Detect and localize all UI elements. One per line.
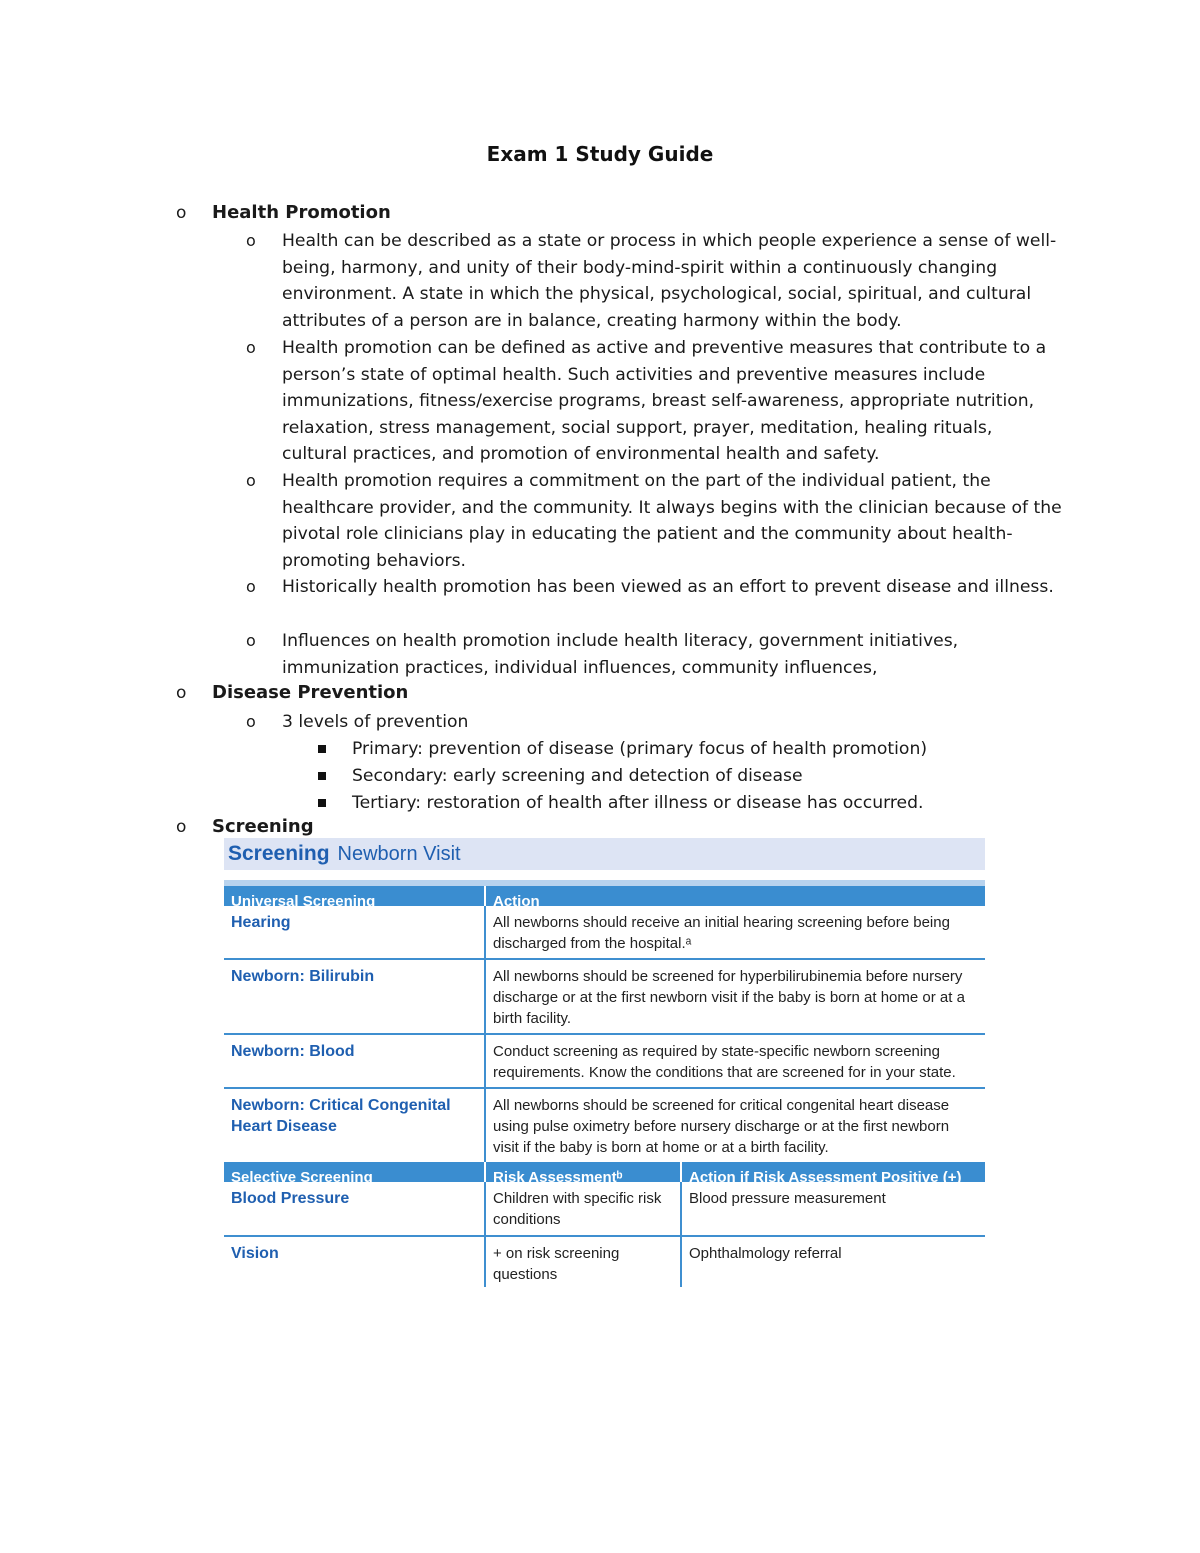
row-action: Ophthalmology referral: [689, 1245, 842, 1262]
bullet-o-icon: o: [176, 203, 187, 223]
list-item-text: 3 levels of prevention: [282, 712, 469, 732]
row-label: Hearing: [224, 906, 486, 958]
bullet-o-icon: o: [246, 577, 256, 596]
screening-table-figure: [224, 838, 985, 1287]
list-item-text: Primary: prevention of disease (primary focus of health promotion): [352, 739, 928, 759]
row-label: Newborn: Bilirubin: [224, 960, 486, 1033]
column-header: Risk Assessmentᵇ: [486, 1162, 682, 1182]
row-action: All newborns should be screened for hyperbilirubinemia before nursery discharge or at the first newborn visit if the baby is born at home or at a birth facility.: [493, 968, 965, 1027]
row-action: All newborns should receive an initial hearing screening before being discharged from the hospital.ᵃ: [493, 914, 950, 952]
list-item-text: Health promotion can be defined as active and preventive measures that contribute to a person’s state of optimal health. Such activities and preventive measures include immunizations, fitness/exercise programs, breast self-awareness, appropriate nutrition, relaxation, stress management, social support, prayer, meditation, healing rituals, cultural practices, and promotion of environmental health and safety.: [282, 338, 1047, 465]
bullet-o-icon: o: [246, 631, 256, 650]
list-item-text: Influences on health promotion include health literacy, government initiatives, immunization practices, individual influences, community influences,: [282, 631, 959, 678]
table-row: [224, 960, 985, 1035]
banner-subtitle: Newborn Visit: [337, 842, 461, 865]
square-bullet-icon: [318, 772, 326, 780]
column-header: Universal Screening: [224, 886, 486, 906]
list-item-text: Health can be described as a state or process in which people experience a sense of well-being, harmony, and unity of their body-mind-spirit within a continuously changing environment. A state in which the physical, psychological, social, spiritual, and cultural attributes of a person are in balance, creating harmony within the body.: [282, 231, 1057, 331]
bullet-o-icon: o: [176, 817, 187, 837]
row-action: All newborns should be screened for critical congenital heart disease using pulse oximetry before nursery discharge or at the first newborn visit if the baby is born at home or at a birth facility.: [493, 1097, 950, 1156]
table-row: [224, 1237, 985, 1287]
row-label: Newborn: Critical Congenital Heart Disease: [224, 1089, 486, 1162]
square-bullet-icon: [318, 745, 326, 753]
list-item-text: Secondary: early screening and detection of disease: [352, 766, 803, 786]
column-header: Action if Risk Assessment Positive (+): [689, 1169, 962, 1186]
row-action: Conduct screening as required by state-specific newborn screening requirements. Know the conditions that are screened for in your state.: [493, 1043, 956, 1081]
bullet-o-icon: o: [246, 338, 256, 357]
list-item-text: Historically health promotion has been viewed as an effort to prevent disease and illness.: [282, 577, 1054, 597]
screening-banner: [224, 838, 985, 870]
table-header-row: [224, 886, 985, 910]
table-row: [224, 1089, 985, 1162]
bullet-o-icon: o: [246, 231, 256, 250]
square-bullet-icon: [318, 799, 326, 807]
section-heading: Screening: [212, 816, 314, 837]
row-risk: Children with specific risk conditions: [486, 1182, 682, 1235]
row-risk: + on risk screening questions: [486, 1237, 682, 1287]
table-row: [224, 1035, 985, 1089]
table-row: [224, 906, 985, 960]
column-header: Selective Screening: [224, 1162, 486, 1182]
table-header-row: [224, 1162, 985, 1186]
bullet-o-icon: o: [246, 471, 256, 490]
row-label: Newborn: Blood: [224, 1035, 486, 1087]
bullet-o-icon: o: [176, 683, 187, 703]
section-heading: Disease Prevention: [212, 682, 409, 703]
list-item-text: Tertiary: restoration of health after illness or disease has occurred.: [352, 793, 924, 813]
column-header: Action: [493, 893, 540, 910]
list-item-text: Health promotion requires a commitment on the part of the individual patient, the healthcare provider, and the community. It always begins with the clinician because of the pivotal role clinicians play in educating the patient and the community about health-promoting behaviors.: [282, 471, 1062, 571]
page-title: Exam 1 Study Guide: [486, 142, 714, 166]
row-label: Blood Pressure: [224, 1182, 486, 1235]
section-heading: Health Promotion: [212, 202, 391, 223]
row-label: Vision: [224, 1237, 486, 1287]
table-row: [224, 1182, 985, 1237]
row-action: Blood pressure measurement: [689, 1190, 886, 1207]
banner-title: Screening: [228, 842, 330, 865]
bullet-o-icon: o: [246, 712, 256, 731]
